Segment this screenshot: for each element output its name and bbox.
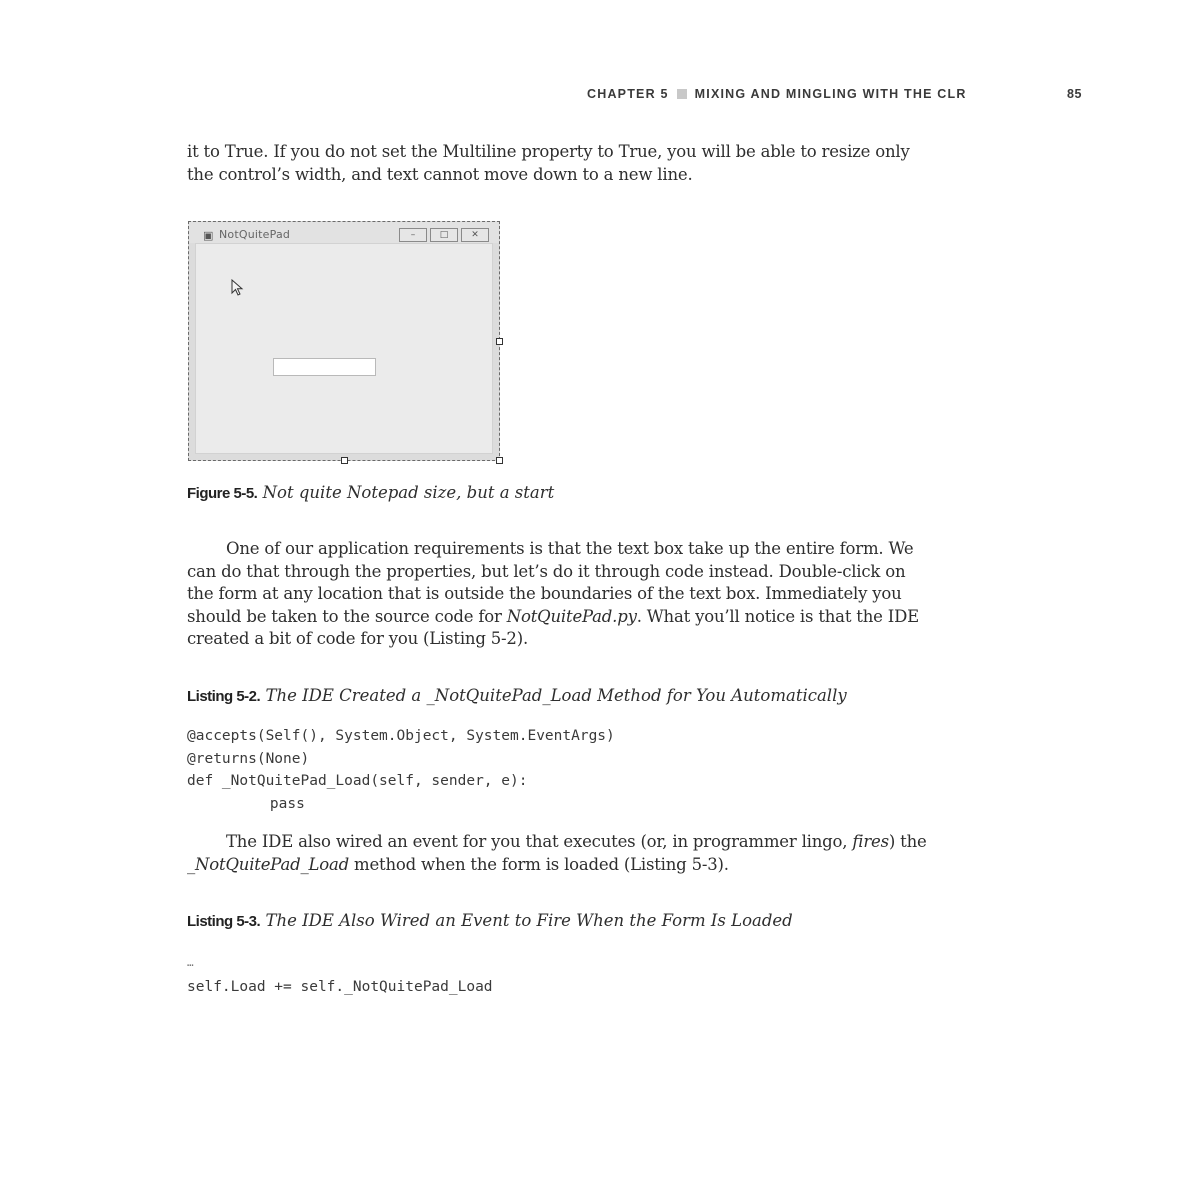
paragraph-3-line-1-end: ) the	[888, 832, 927, 851]
body-paragraph-2	[187, 538, 1017, 651]
paragraph-2-line-5: created a bit of code for you (Listing 5-2).	[187, 629, 528, 648]
listing-2-label: Listing 5-2.	[187, 688, 261, 705]
paragraph-2-line-4-start: should be taken to the source code for	[187, 606, 507, 626]
mouse-pointer-icon	[231, 279, 245, 297]
paragraph-3-line-2	[187, 854, 1017, 877]
code-line: self.Load += self._NotQuitePad_Load	[187, 979, 493, 995]
paragraph-3-line-2-end: method when the form is loaded (Listing 5-3).	[348, 854, 729, 874]
close-button[interactable]: ✕	[461, 228, 489, 242]
code-line: …	[187, 956, 194, 969]
paragraph-3-line-1	[187, 831, 1017, 854]
paragraph-2-line-4	[187, 606, 1017, 629]
listing-2-caption	[187, 685, 1017, 708]
separator-square-icon	[677, 89, 687, 99]
page-number: 85	[1067, 87, 1082, 101]
chapter-label: CHAPTER 5	[587, 87, 669, 101]
intro-paragraph	[187, 141, 1017, 186]
listing-3-label: Listing 5-3.	[187, 913, 261, 930]
figure-label: Figure 5-5.	[187, 485, 258, 502]
paragraph-2-line-4-end: . What you’ll notice is that the IDE	[636, 606, 919, 626]
intro-line-1: it to True. If you do not set the Multiline property to True, you will be able to resize only	[187, 142, 910, 161]
figure-caption-text: Not quite Notepad size, but a start	[262, 483, 555, 502]
paragraph-2-line-1: One of our application requirements is that the text box take up the entire form. We	[226, 539, 914, 558]
listing-2-title: The IDE Created a _NotQuitePad_Load Method for You Automatically	[265, 686, 847, 705]
resize-handle-right[interactable]	[496, 338, 503, 345]
window-title: NotQuitePad	[219, 228, 291, 241]
body-paragraph-3	[187, 831, 1017, 876]
fires-term: fires	[852, 832, 889, 851]
resize-handle-bottom[interactable]	[341, 457, 348, 464]
window-titlebar	[189, 222, 499, 243]
file-name-reference: NotQuitePad.py	[506, 606, 637, 626]
paragraph-2-line-2: can do that through the properties, but let’s do it through code instead. Double-click on	[187, 561, 906, 581]
intro-line-2: the control’s width, and text cannot move down to a new line.	[187, 164, 693, 184]
figure-caption	[187, 482, 1017, 505]
code-line: pass	[235, 795, 305, 812]
figure-screenshot	[188, 221, 500, 461]
method-name-reference: _NotQuitePad_Load	[187, 854, 349, 874]
code-line: @returns(None)	[187, 750, 310, 767]
window-buttons	[399, 228, 489, 242]
listing-3-title: The IDE Also Wired an Event to Fire When the Form Is Loaded	[265, 911, 793, 930]
chapter-title: MIXING AND MINGLING WITH THE CLR	[694, 87, 967, 101]
listing-3-code	[187, 950, 987, 1000]
minimize-button[interactable]: –	[399, 228, 427, 242]
resize-handle-corner[interactable]	[496, 457, 503, 464]
form-icon: ▣	[203, 229, 214, 242]
maximize-button[interactable]: □	[430, 228, 458, 242]
text-box-control[interactable]	[273, 358, 376, 376]
code-line: def _NotQuitePad_Load(self, sender, e):	[187, 773, 528, 789]
listing-3-caption	[187, 910, 1017, 933]
paragraph-3-line-1-start: The IDE also wired an event for you that executes (or, in programmer lingo,	[226, 832, 853, 851]
listing-2-code	[187, 725, 987, 815]
running-header	[587, 87, 1087, 105]
form-client-area[interactable]	[195, 243, 493, 454]
code-line: @accepts(Self(), System.Object, System.EventArgs)	[187, 728, 615, 744]
paragraph-2-line-3: the form at any location that is outside the boundaries of the text box. Immediately you	[187, 584, 902, 603]
